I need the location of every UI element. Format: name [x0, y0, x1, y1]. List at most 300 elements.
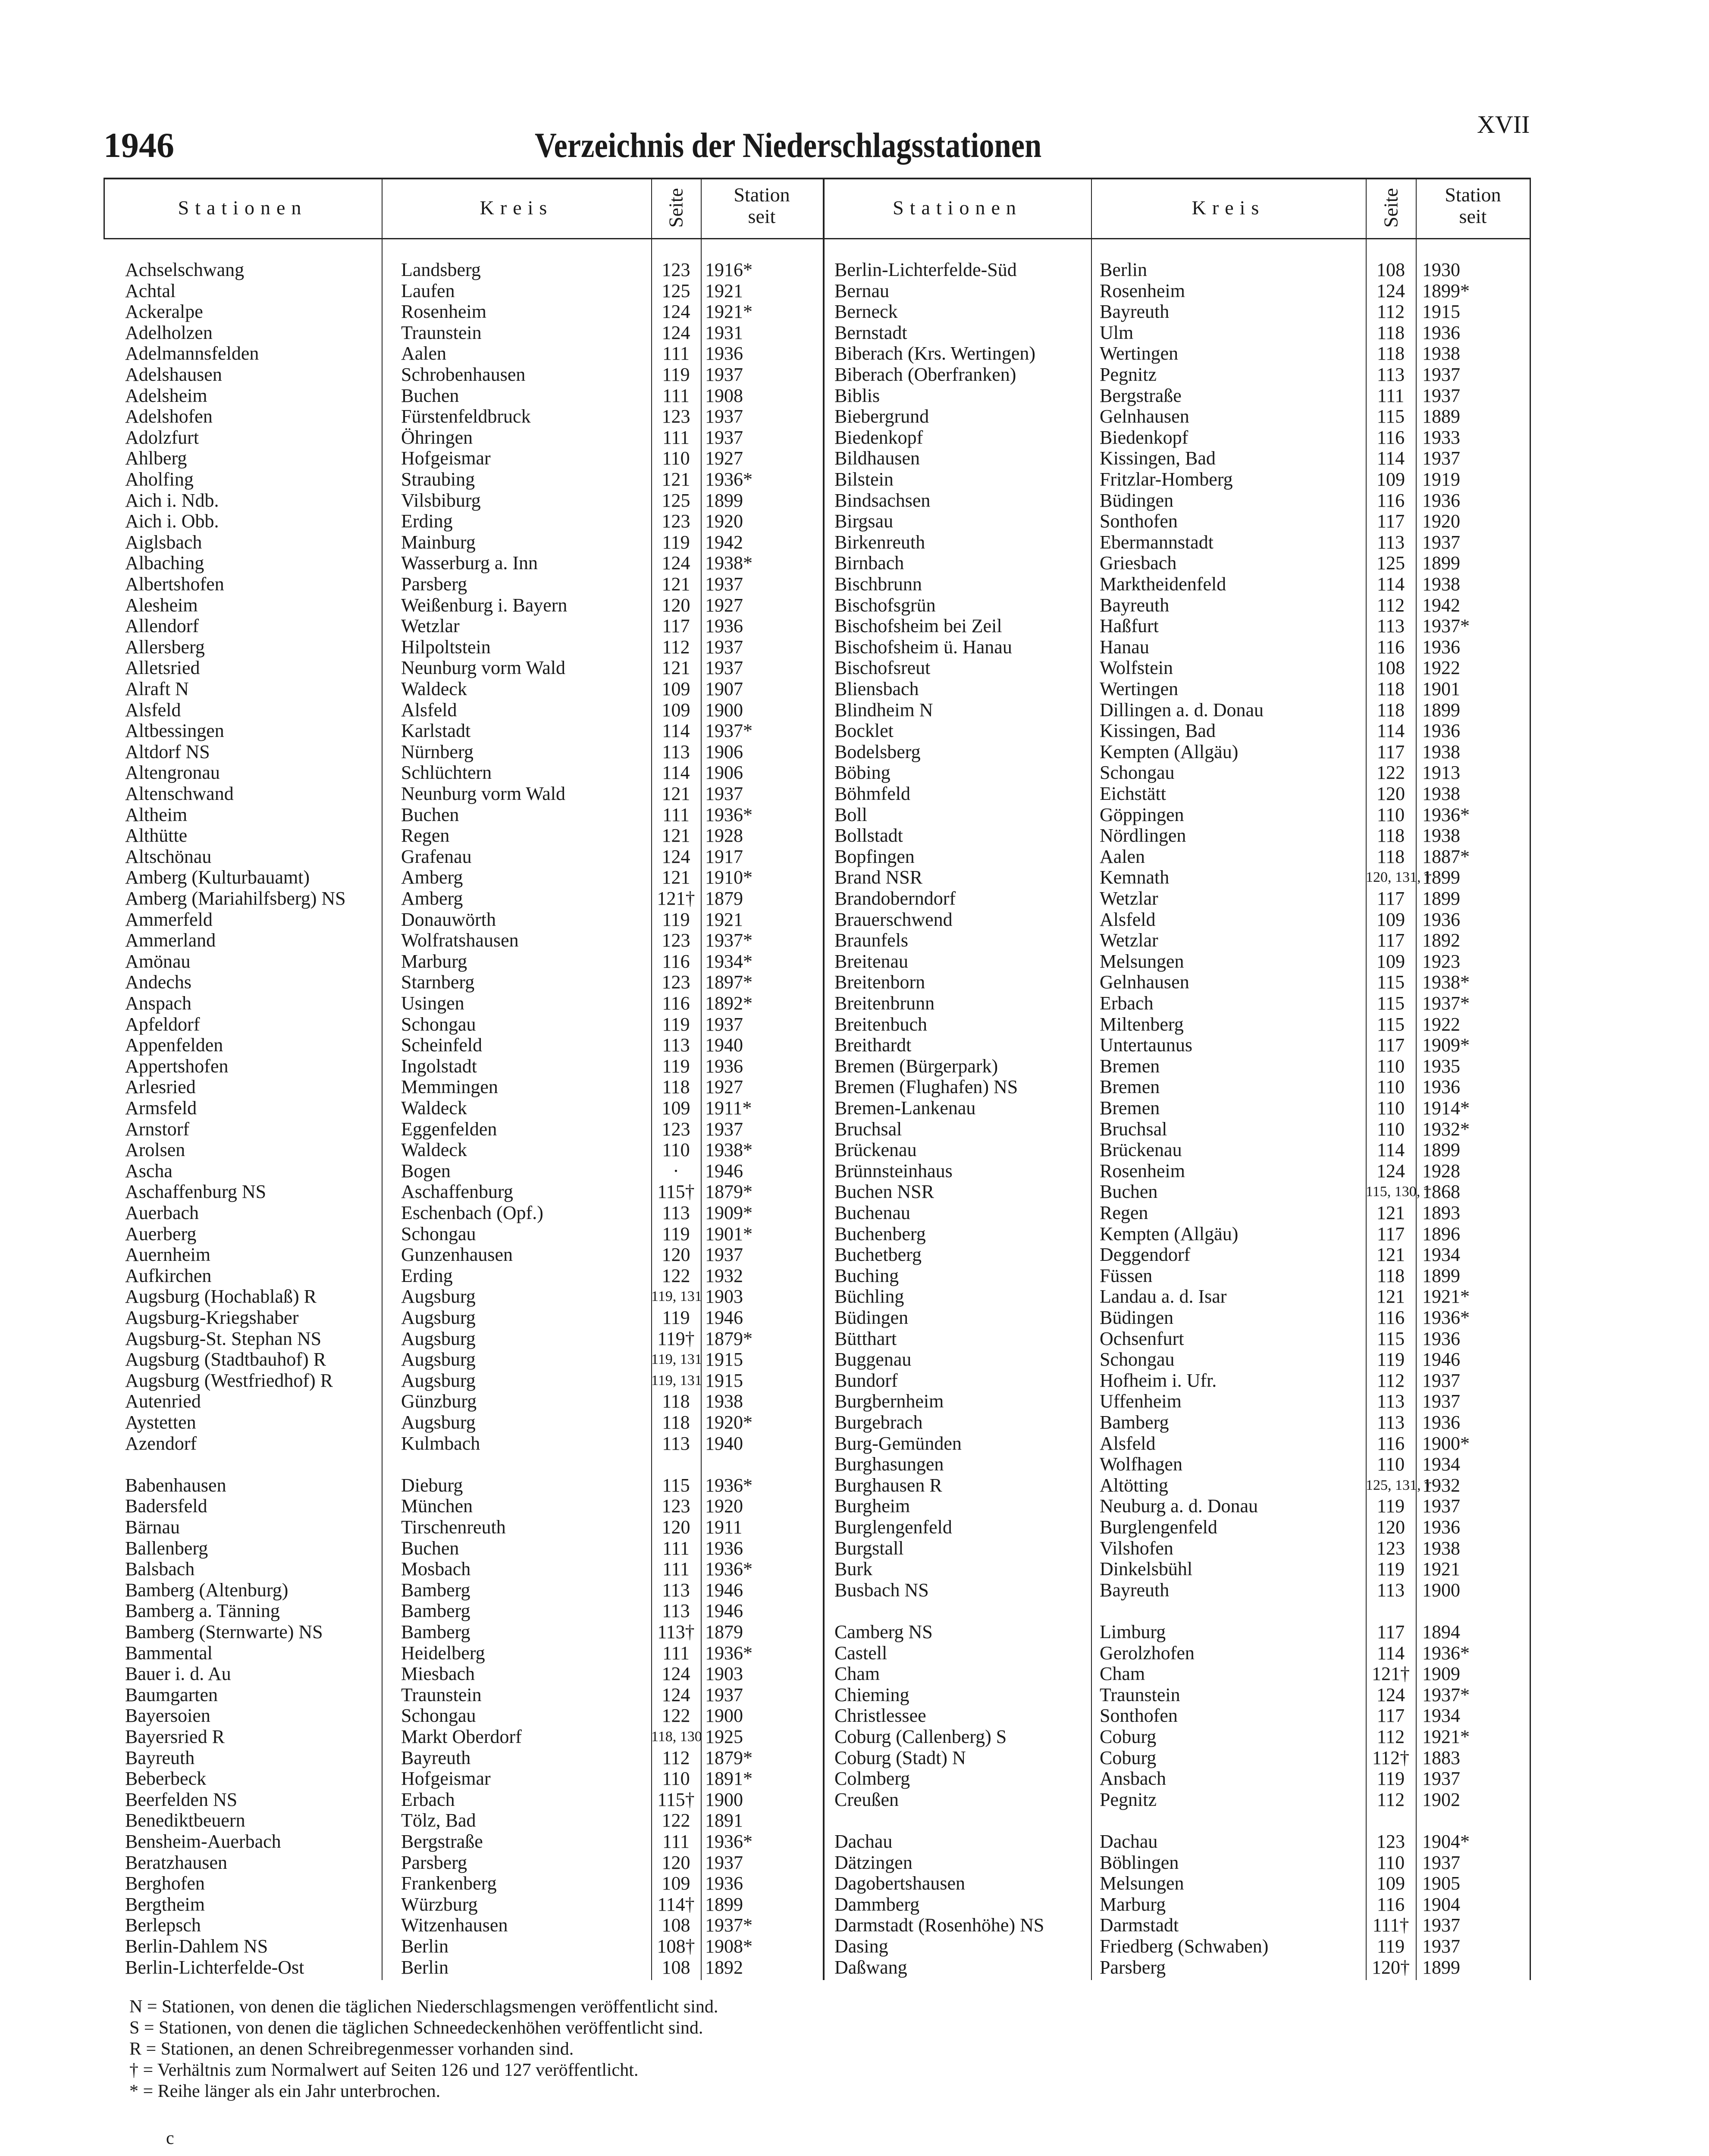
kreis-name: Neunburg vorm Wald: [401, 783, 566, 804]
station-name: Bernstadt: [834, 322, 907, 343]
kreis-name: Öhringen: [401, 426, 473, 448]
station-name: Brauerschwend: [834, 909, 953, 930]
page-number: 1946: [103, 125, 174, 165]
station-name: Adelsheim: [125, 385, 207, 406]
station-name: Bayersried R: [125, 1726, 225, 1747]
station-name: Aufkirchen: [125, 1265, 212, 1286]
header-seite-left: Seite: [665, 188, 687, 228]
kreis-name: Erding: [401, 511, 453, 532]
seite-ref: 109: [1377, 950, 1405, 972]
station-name: Buching: [834, 1265, 899, 1286]
kreis-name: Eschenbach (Opf.): [401, 1202, 543, 1223]
station-name: Achtal: [125, 280, 176, 301]
station-name: Buchetberg: [834, 1244, 922, 1266]
seite-ref: 121: [662, 867, 690, 888]
station-since: 1899: [1422, 1265, 1460, 1286]
station-since: 1937: [1422, 1369, 1460, 1391]
kreis-name: Wasserburg a. Inn: [401, 552, 538, 574]
station-since: 1905: [1422, 1873, 1460, 1894]
seite-ref: 113: [662, 1202, 690, 1223]
station-name: Bauer i. d. Au: [125, 1663, 231, 1685]
kreis-name: Bayreuth: [1100, 1579, 1170, 1601]
kreis-name: Usingen: [401, 993, 464, 1014]
station-since: 1920*: [705, 1412, 753, 1433]
station-name: Burgebrach: [834, 1412, 923, 1433]
station-name: Aschaffenburg NS: [125, 1181, 267, 1203]
station-name: Andechs: [125, 971, 191, 993]
station-name: Dätzingen: [834, 1852, 913, 1873]
kreis-name: Wolfhagen: [1100, 1454, 1182, 1475]
station-since: 1942: [1422, 594, 1460, 616]
kreis-name: Tirschenreuth: [401, 1517, 506, 1538]
station-since: 1936: [1422, 489, 1460, 511]
station-since: 1911*: [705, 1097, 752, 1119]
kreis-name: Markt Oberdorf: [401, 1726, 522, 1747]
station-since: 1936: [1422, 1076, 1460, 1098]
seite-ref: 111: [662, 343, 690, 364]
table-row: [103, 825, 823, 846]
seite-ref: 108: [662, 1956, 690, 1978]
station-since: 1946: [705, 1160, 743, 1181]
station-since: 1936: [1422, 636, 1460, 658]
station-name: Alsfeld: [125, 699, 181, 721]
table-row: [824, 742, 1531, 763]
seite-ref: 113: [1377, 1412, 1405, 1433]
kreis-name: Erbach: [1100, 993, 1154, 1014]
kreis-name: Neunburg vorm Wald: [401, 657, 566, 679]
kreis-name: Friedberg (Schwaben): [1100, 1936, 1269, 1957]
kreis-name: Büdingen: [1100, 489, 1174, 511]
station-name: Biedenkopf: [834, 426, 923, 448]
table-row: [103, 951, 823, 972]
table-row: [103, 993, 823, 1014]
station-since: 1923: [1422, 950, 1460, 972]
kreis-name: Hilpoltstein: [401, 636, 491, 658]
station-since: 1921*: [1422, 1726, 1470, 1747]
kreis-name: Bayreuth: [1100, 301, 1170, 323]
table-row: [103, 616, 823, 637]
kreis-name: Landsberg: [401, 259, 481, 280]
station-since: 1879: [705, 888, 743, 909]
station-since: 1937: [705, 1684, 743, 1705]
table-row: [824, 1685, 1531, 1706]
station-name: Amönau: [125, 950, 191, 972]
station-name: Coburg (Stadt) N: [834, 1747, 966, 1768]
station-name: Balsbach: [125, 1558, 195, 1580]
station-since: 1899*: [1422, 280, 1470, 301]
station-name: Braunfels: [834, 930, 909, 951]
kreis-name: Aschaffenburg: [401, 1181, 513, 1203]
kreis-name: Pegnitz: [1100, 364, 1157, 385]
station-name: Bremen-Lankenau: [834, 1097, 976, 1119]
station-name: Bamberg a. Tänning: [125, 1600, 280, 1622]
station-name: Bopfingen: [834, 846, 915, 867]
seite-ref: 118: [1377, 322, 1405, 343]
seite-ref: 111†: [1372, 1915, 1409, 1936]
table-row: [824, 1538, 1531, 1559]
table-row: [824, 532, 1531, 553]
station-since: 1900: [705, 1705, 743, 1727]
station-since: 1928: [1422, 1160, 1460, 1181]
station-since: 1937: [1422, 1495, 1460, 1517]
table-row: [824, 301, 1531, 323]
kreis-name: Miesbach: [401, 1663, 475, 1685]
seite-ref: 124: [662, 552, 690, 574]
table-row: [103, 700, 823, 721]
stations-table: [103, 178, 1531, 1980]
seite-ref: 108: [1377, 657, 1405, 679]
station-name: Ammerland: [125, 930, 216, 951]
seite-ref: 110: [1377, 1118, 1405, 1140]
seite-ref: 115†: [657, 1789, 695, 1810]
kreis-name: Weißenburg i. Bayern: [401, 594, 568, 616]
kreis-name: Dinkelsbühl: [1100, 1558, 1193, 1580]
table-row: [824, 1475, 1531, 1496]
seite-ref: 119: [1377, 1349, 1405, 1370]
seite-ref: 116: [662, 950, 690, 972]
station-name: Biberach (Krs. Wertingen): [834, 343, 1036, 364]
station-name: Bayersoien: [125, 1705, 210, 1727]
table-row: [824, 825, 1531, 846]
kreis-name: Hanau: [1100, 636, 1149, 658]
kreis-name: Frankenberg: [401, 1873, 497, 1894]
seite-ref: 113: [662, 1600, 690, 1622]
station-since: 1936: [1422, 322, 1460, 343]
table-row: [824, 658, 1531, 679]
table-row: [824, 679, 1531, 700]
table-row: [824, 1957, 1531, 1978]
table-row: [103, 1161, 823, 1182]
station-name: Bayreuth: [125, 1747, 195, 1768]
seite-ref: 116: [1377, 636, 1405, 658]
table-row: [824, 1517, 1531, 1538]
station-since: 1936: [1422, 909, 1460, 930]
station-since: 1937: [1422, 1391, 1460, 1412]
table-row: [103, 721, 823, 742]
kreis-name: Bergstraße: [1100, 385, 1182, 406]
kreis-name: Wetzlar: [1100, 930, 1158, 951]
station-since: 1936: [705, 1055, 743, 1077]
kreis-name: Aalen: [1100, 846, 1145, 867]
kreis-name: Altötting: [1100, 1474, 1168, 1496]
seite-ref: 117: [1377, 1223, 1405, 1244]
station-name: Breitenau: [834, 950, 909, 972]
seite-ref: 125: [1377, 552, 1405, 574]
kreis-name: Kempten (Allgäu): [1100, 741, 1239, 762]
seite-ref: 121: [1377, 1244, 1405, 1266]
station-name: Bindsachsen: [834, 489, 931, 511]
kreis-name: Augsburg: [401, 1307, 476, 1328]
kreis-name: Wertingen: [1100, 343, 1179, 364]
kreis-name: Aalen: [401, 343, 447, 364]
kreis-name: Pegnitz: [1100, 1789, 1157, 1810]
seite-ref: 116: [662, 993, 690, 1014]
table-row: [103, 1181, 823, 1203]
station-name: Bildhausen: [834, 448, 920, 469]
table-row: [103, 1748, 823, 1769]
table-row: [824, 805, 1531, 826]
kreis-name: Sonthofen: [1100, 511, 1178, 532]
station-since: 1889: [1422, 406, 1460, 427]
page-title: Verzeichnis der Niederschlagsstationen: [535, 125, 1042, 165]
table-row: [103, 972, 823, 993]
seite-ref: 115: [1377, 971, 1405, 993]
station-since: 1919: [1422, 469, 1460, 490]
table-row: [824, 1894, 1531, 1915]
seite-ref: 123: [1377, 1831, 1405, 1852]
station-since: 1879*: [705, 1747, 753, 1768]
seite-ref: 121: [662, 573, 690, 595]
kreis-name: Hofgeismar: [401, 448, 491, 469]
table-row: [103, 1391, 823, 1412]
station-since: 1940: [705, 1432, 743, 1454]
table-row: [103, 595, 823, 616]
seite-ref: 109: [662, 1097, 690, 1119]
station-name: Breitenbuch: [834, 1013, 928, 1035]
kreis-name: Landau a. d. Isar: [1100, 1286, 1227, 1307]
table-row: [824, 1098, 1531, 1119]
station-since: 1938: [1422, 783, 1460, 804]
station-name: Bammental: [125, 1642, 213, 1664]
station-since: 1920: [705, 511, 743, 532]
station-name: Dasing: [834, 1936, 888, 1957]
kreis-name: Parsberg: [401, 1852, 467, 1873]
station-name: Ackeralpe: [125, 301, 203, 323]
seite-ref: 110: [662, 1139, 690, 1161]
seite-ref: 113: [662, 741, 690, 762]
kreis-name: Melsungen: [1100, 1873, 1184, 1894]
seite-ref: 108: [662, 1915, 690, 1936]
table-row: [824, 1181, 1531, 1203]
station-since: 1937: [705, 1118, 743, 1140]
table-row: [824, 972, 1531, 993]
station-since: 1892: [1422, 930, 1460, 951]
table-row: [824, 1119, 1531, 1140]
seite-ref: 122: [662, 1705, 690, 1727]
station-name: Beratzhausen: [125, 1852, 227, 1873]
station-since: 1914*: [1422, 1097, 1470, 1119]
table-row: [103, 1475, 823, 1496]
seite-ref: 120: [662, 1244, 690, 1266]
station-since: 1921*: [705, 301, 753, 323]
station-name: Auerbach: [125, 1202, 199, 1223]
seite-ref: 118: [1377, 343, 1405, 364]
kreis-name: Dieburg: [401, 1474, 463, 1496]
seite-ref: 125: [662, 280, 690, 301]
kreis-name: Darmstadt: [1100, 1915, 1179, 1936]
station-since: 1899: [1422, 888, 1460, 909]
seite-ref: 120: [662, 594, 690, 616]
kreis-name: Tölz, Bad: [401, 1810, 476, 1831]
table-row: [103, 1873, 823, 1894]
kreis-name: Traunstein: [1100, 1684, 1180, 1705]
station-name: Chieming: [834, 1684, 909, 1705]
station-since: 1946: [705, 1600, 743, 1622]
station-name: Adelholzen: [125, 322, 213, 343]
kreis-name: Wertingen: [1100, 678, 1179, 699]
station-since: 1938: [1422, 573, 1460, 595]
kreis-name: Bamberg: [401, 1621, 470, 1642]
seite-ref: 113: [1377, 364, 1405, 385]
seite-ref: 114: [662, 720, 690, 742]
table-row: [103, 930, 823, 951]
kreis-name: Bruchsal: [1100, 1118, 1167, 1140]
table-row: [824, 281, 1531, 302]
station-name: Böhmfeld: [834, 783, 910, 804]
station-name: Christlessee: [834, 1705, 926, 1727]
kreis-name: Starnberg: [401, 971, 475, 993]
kreis-name: Günzburg: [401, 1391, 477, 1412]
seite-ref: 115: [1377, 1013, 1405, 1035]
station-since: 1936: [1422, 1412, 1460, 1433]
station-since: 1906: [705, 762, 743, 783]
table-row: [103, 1936, 823, 1957]
kreis-name: Bamberg: [1100, 1412, 1169, 1433]
seite-ref: 113: [662, 1579, 690, 1601]
page-roman-number: XVII: [1477, 110, 1530, 138]
table-row: [824, 1077, 1531, 1098]
kreis-name: Waldeck: [401, 1139, 467, 1161]
kreis-name: Göppingen: [1100, 804, 1184, 825]
kreis-name: Berlin: [401, 1936, 448, 1957]
kreis-name: Fritzlar-Homberg: [1100, 469, 1233, 490]
header-seit-label: seit: [1459, 205, 1487, 227]
seite-ref: 111: [662, 1831, 690, 1852]
seite-ref: 116: [1377, 489, 1405, 511]
table-row: [824, 260, 1531, 281]
seite-ref: 123: [1377, 1537, 1405, 1559]
kreis-name: Buchen: [1100, 1181, 1158, 1203]
seite-ref: 114: [662, 762, 690, 783]
seite-ref: 113: [1377, 1579, 1405, 1601]
station-since: 1927: [705, 448, 743, 469]
station-name: Aich i. Obb.: [125, 511, 219, 532]
table-row: [824, 867, 1531, 888]
station-name: Creußen: [834, 1789, 899, 1810]
kreis-name: Marburg: [1100, 1893, 1166, 1915]
station-name: Altbessingen: [125, 720, 224, 742]
kreis-name: Heidelberg: [401, 1642, 485, 1664]
station-since: 1938*: [705, 1139, 753, 1161]
station-since: 1937: [1422, 1936, 1460, 1957]
station-name: Adelshofen: [125, 406, 213, 427]
station-since: 1891*: [705, 1768, 753, 1789]
table-row: [824, 1391, 1531, 1412]
kreis-name: Böblingen: [1100, 1852, 1179, 1873]
seite-ref: 119†: [657, 1328, 695, 1349]
station-since: 1936: [705, 615, 743, 637]
table-row: [824, 1433, 1531, 1454]
table-row: [824, 1266, 1531, 1287]
table-row: [103, 1266, 823, 1287]
station-since: 1938: [1422, 741, 1460, 762]
table-row: [103, 1307, 823, 1329]
station-name: Babenhausen: [125, 1474, 226, 1496]
table-row: [103, 1454, 823, 1475]
table-row: [103, 448, 823, 469]
station-name: Bocklet: [834, 720, 894, 742]
station-since: 1932: [1422, 1474, 1460, 1496]
seite-ref: 124: [1377, 1684, 1405, 1705]
table-row: [103, 1789, 823, 1811]
station-name: Arolsen: [125, 1139, 185, 1161]
station-since: 1930: [1422, 259, 1460, 280]
table-row: [103, 1559, 823, 1580]
seite-ref: 110: [662, 1768, 690, 1789]
table-row: [103, 260, 823, 281]
seite-ref: 111: [662, 1558, 690, 1580]
kreis-name: Hofheim i. Ufr.: [1100, 1369, 1217, 1391]
table-row: [824, 1454, 1531, 1475]
station-since: 1915: [1422, 301, 1460, 323]
kreis-name: Mainburg: [401, 531, 476, 553]
table-row: [103, 1496, 823, 1517]
kreis-name: Kulmbach: [401, 1432, 480, 1454]
kreis-name: Dillingen a. d. Donau: [1100, 699, 1264, 721]
station-name: Bilstein: [834, 469, 894, 490]
kreis-name: Wolfratshausen: [401, 930, 519, 951]
station-name: Büchling: [834, 1286, 904, 1307]
seite-ref: 124: [1377, 280, 1405, 301]
station-name: Altschönau: [125, 846, 212, 867]
kreis-name: Coburg: [1100, 1726, 1157, 1747]
station-since: 1936*: [705, 469, 753, 490]
table-row: [103, 364, 823, 385]
station-since: 1894: [1422, 1621, 1460, 1642]
kreis-name: Donauwörth: [401, 909, 496, 930]
legend-item: N = Stationen, von denen die täglichen Niederschlagsmengen veröffentlicht sind.: [129, 1997, 718, 2017]
table-row: [824, 1748, 1531, 1769]
station-since: 1891: [705, 1810, 743, 1831]
station-name: Bischofsreut: [834, 657, 931, 679]
table-row: [103, 574, 823, 595]
station-since: 1937*: [705, 720, 753, 742]
station-since: 1932*: [1422, 1118, 1470, 1140]
seite-ref: 119: [662, 1223, 690, 1244]
seite-ref: 114: [1377, 1642, 1405, 1664]
table-row: [824, 490, 1531, 511]
table-row: [824, 700, 1531, 721]
table-row: [103, 1056, 823, 1077]
seite-ref: 112: [1377, 1789, 1405, 1810]
table-row: [824, 930, 1531, 951]
table-row: [824, 574, 1531, 595]
table-row: [824, 427, 1531, 448]
station-since: 1915: [705, 1369, 743, 1391]
table-row: [824, 1203, 1531, 1224]
table-row: [824, 469, 1531, 490]
table-row: [824, 721, 1531, 742]
table-row: [103, 406, 823, 427]
table-row: [103, 909, 823, 931]
seite-ref: 110: [662, 448, 690, 469]
kreis-name: Parsberg: [1100, 1956, 1166, 1978]
station-since: 1937: [705, 573, 743, 595]
station-name: Augsburg-St. Stephan NS: [125, 1328, 322, 1349]
station-name: Benediktbeuern: [125, 1810, 245, 1831]
station-since: 1906: [705, 741, 743, 762]
seite-ref: 119: [1377, 1558, 1405, 1580]
kreis-name: Buchen: [401, 385, 459, 406]
table-row: [824, 1601, 1531, 1622]
seite-ref: 120: [1377, 1517, 1405, 1538]
station-name: Darmstadt (Rosenhöhe) NS: [834, 1915, 1044, 1936]
station-since: 1920: [705, 1495, 743, 1517]
station-since: 1946: [705, 1307, 743, 1328]
seite-ref: 112†: [1372, 1747, 1410, 1768]
table-row: [103, 1244, 823, 1266]
station-since: 1915: [705, 1349, 743, 1370]
